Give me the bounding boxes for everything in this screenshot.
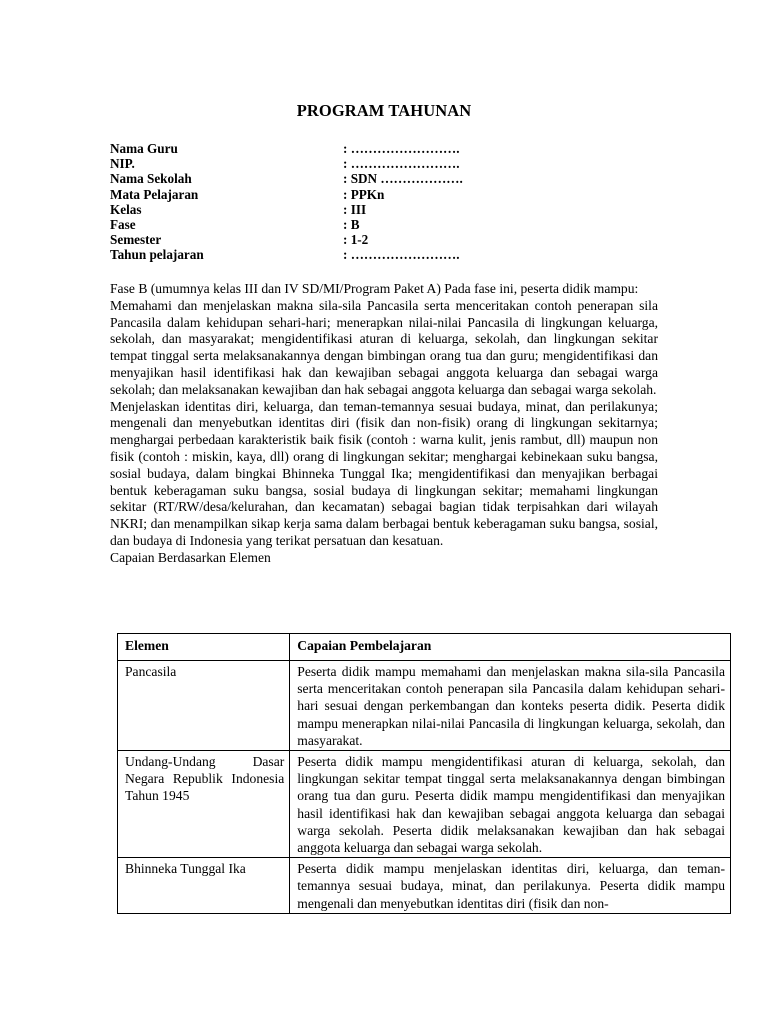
info-label: NIP. — [110, 156, 135, 172]
table-header-elemen: Elemen — [118, 634, 290, 661]
identity-block — [110, 141, 670, 263]
table-cell-elemen: Bhinneka Tunggal Ika — [118, 858, 290, 914]
info-value: : PPKn — [343, 186, 385, 202]
info-label: Tahun pelajaran — [110, 247, 204, 263]
info-value: : ……………………. — [343, 141, 460, 156]
info-value: : III — [343, 201, 367, 217]
table-row — [118, 858, 731, 914]
info-value: : ……………………. — [343, 247, 460, 263]
info-row-nama-guru — [110, 141, 670, 156]
info-label: Kelas — [110, 201, 142, 217]
info-value: : 1-2 — [343, 232, 369, 248]
table-cell-capaian: Peserta didik mampu menjelaskan identitas diri, keluarga, dan teman- temannya sesuai budaya, minat, dan perilakunya. Peserta didik mampu mengenali dan menyebutkan identitas diri (fisik dan non- — [290, 858, 731, 914]
info-row-semester — [110, 232, 670, 247]
info-row-fase — [110, 217, 670, 232]
info-value: : B — [343, 216, 360, 232]
capaian-table — [117, 633, 731, 914]
info-row-tahun-pelajaran — [110, 247, 670, 262]
info-value: : SDN ………………. — [343, 171, 463, 187]
paragraph-pancasila: Memahami dan menjelaskan makna sila-sila Pancasila serta menceritakan contoh penerapan sila Pancasila dalam kehidupan sehari-hari; menerapkan nilai-nilai Pancasila di lingkungan keluarga, sekolah, dan masyarakat; mengidentifikasi aturan di keluarga, sekolah, dan lingkungan sekitar tempat tinggal serta melaksanakannya dengan bimbingan orang tua dan guru; mengidentifikasi dan menyajikan hasil identifikasi hak dan kewajiban sebagai anggota keluarga dan sebagai warga sekolah; dan melaksanakan kewajiban dan hak sebagai anggota keluarga dan sebagai warga sekolah. — [110, 297, 658, 397]
info-label: Nama Guru — [110, 141, 178, 156]
info-value: : ……………………. — [343, 156, 460, 172]
table-row — [118, 661, 731, 751]
table-row — [118, 751, 731, 858]
info-row-mata-pelajaran — [110, 187, 670, 202]
paragraph-fase-intro: Fase B (umumnya kelas III dan IV SD/MI/Program Paket A) Pada fase ini, peserta didik mampu: — [110, 281, 639, 296]
table-header-row — [118, 634, 731, 661]
table-cell-elemen: Pancasila — [118, 661, 290, 751]
info-label: Fase — [110, 216, 136, 232]
paragraph-identitas: Menjelaskan identitas diri, keluarga, dan teman-temannya sesuai budaya, minat, dan perilakunya; mengenali dan menyebutkan identitas diri (fisik dan non-fisik) orang di lingkungan sekitarnya; menghargai perbedaan karakteristik baik fisik (contoh : warna kulit, jenis rambut, dll) maupun non fisik (contoh : miskin, kaya, dll) orang di lingkungan sekitar; menghargai kebinekaan suku bangsa, sosial budaya, dalam bingkai Bhinneka Tunggal Ika; mengidentifikasi dan menyajikan berbagai bentuk keberagaman suku bangsa, sosial budaya di lingkungan sekitar; memahami lingkungan sekitar (RT/RW/desa/kelurahan, dan kecamatan) sebagai bagian tidak terpisahkan dari wilayah NKRI; dan menampilkan sikap kerja sama dalam berbagai bentuk keberagaman suku bangsa, sosial, dan budaya di Indonesia yang terikat persatuan dan kesatuan. — [110, 398, 658, 548]
table-cell-capaian: Peserta didik mampu mengidentifikasi aturan di keluarga, sekolah, dan lingkungan sekitar tempat tinggal serta melaksanakannya dengan bimbingan orang tua dan guru. Peserta didik mampu mengidentifikasi dan menyajikan hasil identifikasi hak dan kewajiban sebagai anggota keluarga dan sebagai warga sekolah. Peserta didik melaksanakan kewajiban dan hak sebagai anggota keluarga dan sebagai warga sekolah. — [290, 751, 731, 858]
info-row-nama-sekolah — [110, 171, 670, 186]
paragraph-capaian-heading: Capaian Berdasarkan Elemen — [110, 549, 271, 565]
info-row-nip — [110, 156, 670, 171]
info-label: Semester — [110, 232, 162, 248]
table-cell-elemen: Undang-Undang Dasar Negara Republik Indonesia Tahun 1945 — [118, 751, 290, 858]
info-label: Nama Sekolah — [110, 171, 192, 187]
page-title: PROGRAM TAHUNAN — [296, 101, 472, 120]
info-row-kelas — [110, 202, 670, 217]
body-text — [110, 281, 658, 567]
info-label: Mata Pelajaran — [110, 186, 199, 202]
table-header-capaian: Capaian Pembelajaran — [290, 634, 731, 661]
table-cell-capaian: Peserta didik mampu memahami dan menjelaskan makna sila-sila Pancasila serta menceritakan contoh penerapan sila Pancasila dalam kehidupan sehari-hari sesuai dengan perkembangan dan konteks peserta didik. Peserta didik mampu menerapkan nilai-nilai Pancasila di lingkungan keluarga, sekolah, dan masyarakat. — [290, 661, 731, 751]
